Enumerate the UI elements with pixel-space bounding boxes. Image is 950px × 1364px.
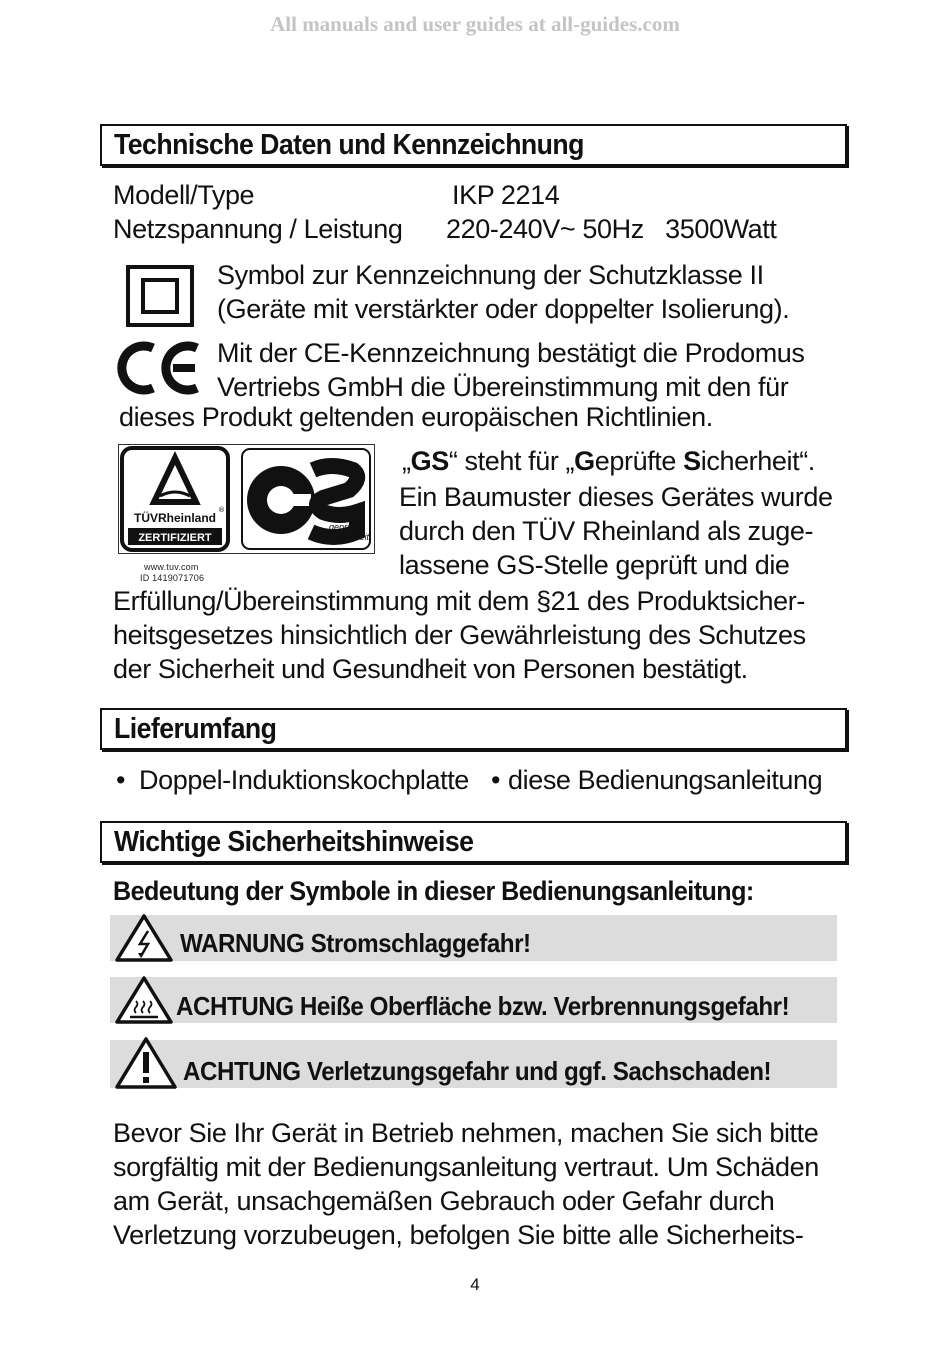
delivery-bullet-icon: •	[491, 765, 501, 795]
spec-power-label: Netzspannung / Leistung	[113, 214, 403, 244]
electric-shock-warning-icon	[114, 913, 174, 963]
page-number: 4	[470, 1275, 480, 1294]
protection-class-ii-icon	[126, 265, 194, 327]
ce-line: Mit der CE-Kennzeichnung bestätigt die Prodomus	[217, 338, 805, 368]
tuv-certified: ZERTIFIZIERT	[138, 532, 212, 544]
section-header-tech	[100, 124, 847, 166]
warning-text: ACHTUNG Verletzungsgefahr und ggf. Sachschaden!	[183, 1056, 772, 1086]
general-warning-icon	[114, 1036, 178, 1090]
gs-text-full	[113, 584, 806, 686]
delivery-bullet-icon: •	[116, 765, 126, 795]
safety-line: am Gerät, unsachgemäßen Gebrauch oder Gefahr durch	[113, 1186, 775, 1216]
gs-line: Erfüllung/Übereinstimmung mit dem §21 des Produktsicher-	[113, 586, 805, 616]
gs-line: heitsgesetzes hinsichtlich der Gewährleistung des Schutzes	[113, 620, 806, 650]
ce-text-right	[217, 336, 805, 404]
safety-intro-text	[113, 1116, 819, 1252]
class2-line: Symbol zur Kennzeichnung der Schutzklasse II	[217, 260, 764, 290]
warning-text: WARNUNG Stromschlaggefahr!	[180, 928, 531, 958]
safety-line: Verletzung vorzubeugen, befolgen Sie bitte alle Sicherheits-	[113, 1220, 804, 1250]
gs-line: Ein Baumuster dieses Gerätes wurde	[399, 482, 833, 512]
hot-surface-warning-icon	[114, 975, 174, 1025]
spec-model-value: IKP 2214	[452, 180, 560, 210]
delivery-item: Doppel-Induktionskochplatte	[139, 765, 469, 795]
safety-line: sorgfältig mit der Bedienungsanleitung vertraut. Um Schäden	[113, 1152, 819, 1182]
delivery-item: diese Bedienungsanleitung	[508, 765, 823, 795]
gs-small-text: Sicherheit	[329, 532, 370, 542]
section-header-safety	[100, 821, 847, 863]
spec-power-value: 220-240V~ 50Hz 3500Watt	[446, 214, 777, 244]
section-header-delivery	[100, 708, 847, 750]
watermark: All manuals and user guides at all-guides.com	[270, 12, 680, 36]
gs-line: durch den TÜV Rheinland als zuge-	[399, 516, 814, 546]
tuv-brand: TÜVRheinland	[133, 511, 217, 525]
tuv-url: www.tuv.com	[144, 562, 199, 572]
gs-first-line: „GS“ steht für „Geprüfte Sicherheit“.	[402, 446, 815, 476]
class2-line: (Geräte mit verstärkter oder doppelter Isolierung).	[217, 294, 790, 324]
section-title: Technische Daten und Kennzeichnung	[114, 129, 584, 161]
symbols-heading: Bedeutung der Symbole in dieser Bedienungsanleitung:	[113, 876, 754, 906]
class2-text	[217, 258, 789, 326]
tuv-id: ID 1419071706	[140, 573, 205, 583]
section-title: Lieferumfang	[114, 713, 277, 745]
gs-mark-logo	[241, 448, 371, 550]
ce-line: dieses Produkt geltenden europäischen Richtlinien.	[119, 402, 713, 432]
safety-line: Bevor Sie Ihr Gerät in Betrieb nehmen, machen Sie sich bitte	[113, 1118, 819, 1148]
gs-small-text: geprüfte	[329, 522, 363, 532]
gs-line: lassene GS-Stelle geprüft und die	[399, 550, 790, 580]
warning-text: ACHTUNG Heiße Oberfläche bzw. Verbrennungsgefahr!	[176, 991, 790, 1021]
gs-line: der Sicherheit und Gesundheit von Personen bestätigt.	[113, 654, 748, 684]
section-title: Wichtige Sicherheitshinweise	[114, 826, 474, 858]
svg-text:®: ®	[218, 506, 225, 514]
ce-line: Vertriebs GmbH die Übereinstimmung mit den für	[217, 372, 789, 402]
ce-mark-icon	[117, 338, 201, 398]
tuv-rheinland-logo	[120, 446, 230, 552]
gs-text-right	[399, 480, 833, 582]
spec-model-label: Modell/Type	[113, 180, 255, 210]
